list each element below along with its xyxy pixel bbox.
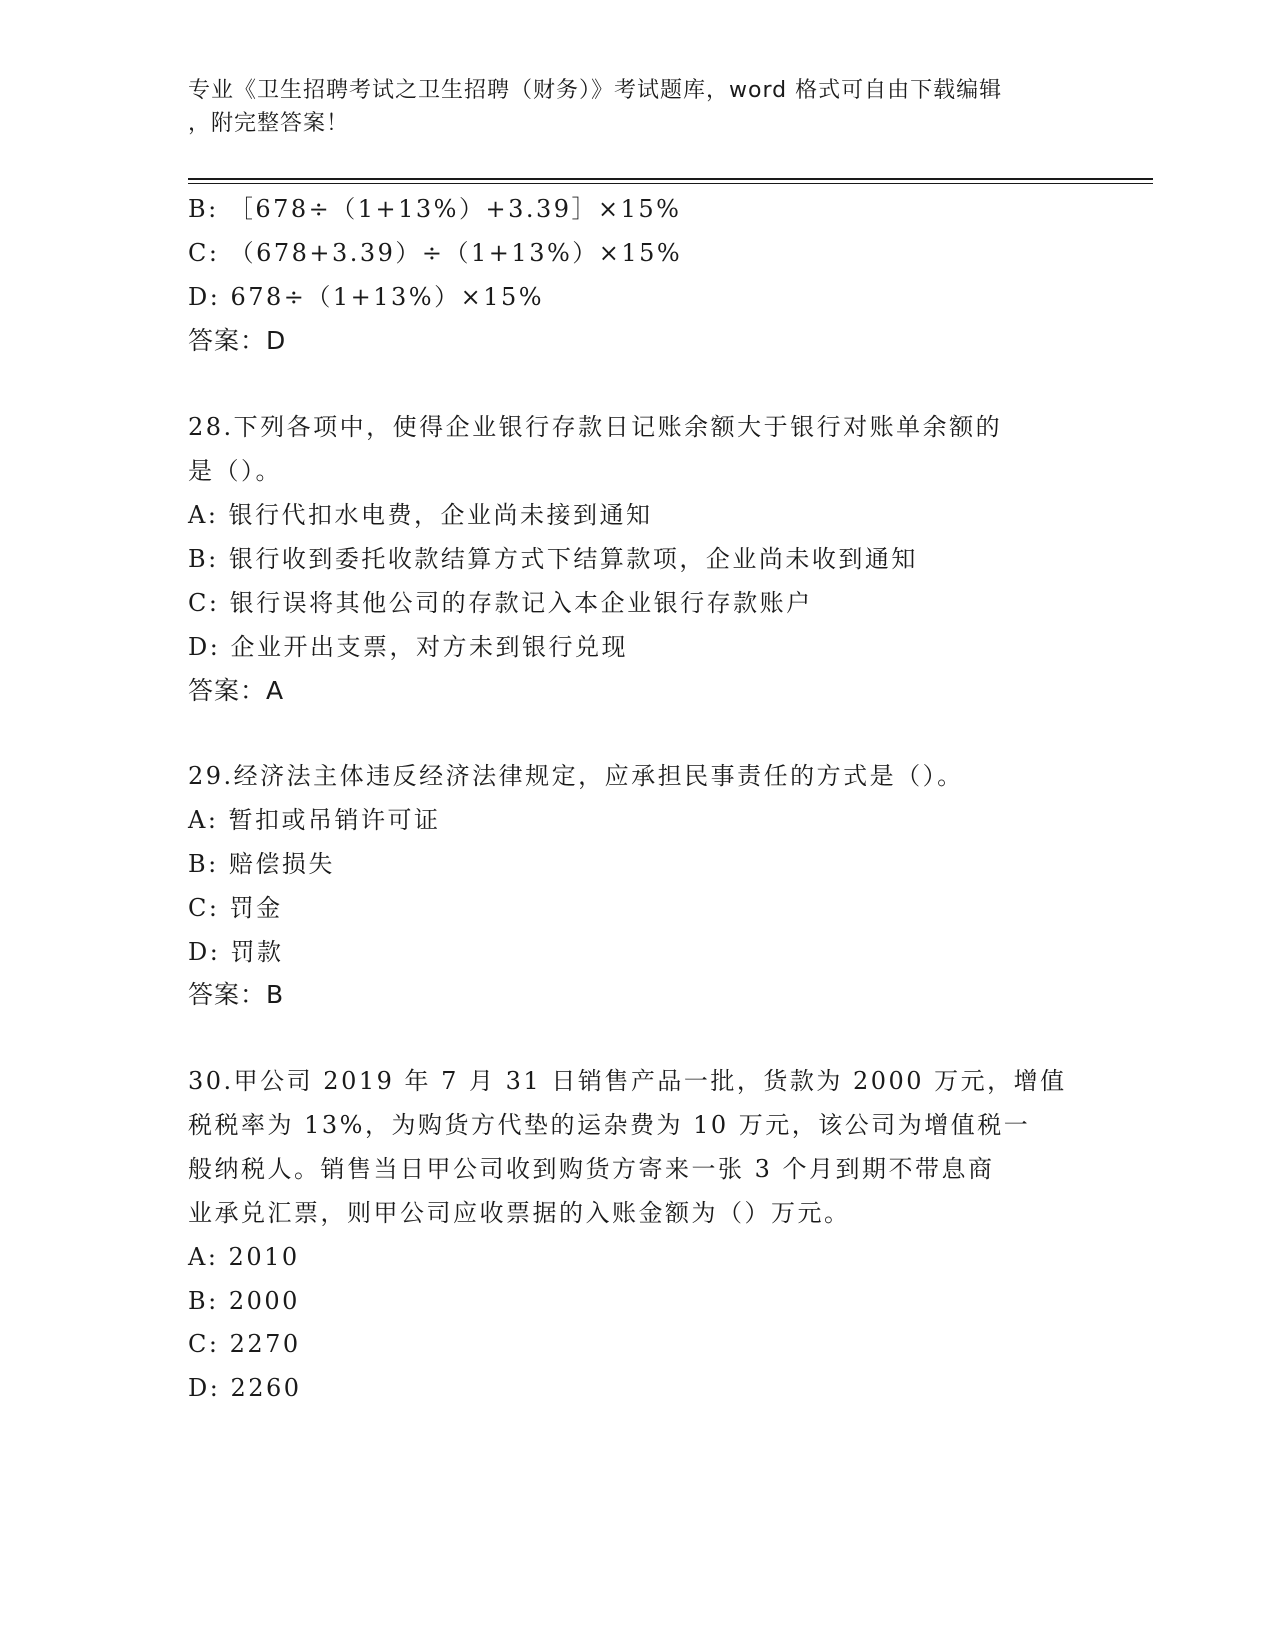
q30-option-d: D: 2260	[188, 1374, 302, 1402]
q29-option-a: A: 暂扣或吊销许可证	[188, 806, 441, 834]
q27-option-b: B: ［678÷（1+13%）+3.39］×15%	[188, 195, 682, 223]
header-rule-thin	[188, 183, 1153, 184]
q28-stem-line-2: 是（）。	[188, 457, 282, 485]
q30-option-b: B: 2000	[188, 1287, 300, 1315]
q30-stem-line-3: 般纳税人。销售当日甲公司收到购货方寄来一张 3 个月到期不带息商	[188, 1155, 995, 1183]
q30-stem-line-4: 业承兑汇票，则甲公司应收票据的入账金额为（）万元。	[188, 1199, 851, 1227]
q30-option-c: C: 2270	[188, 1330, 301, 1358]
q28-option-d: D: 企业开出支票，对方未到银行兑现	[188, 633, 628, 661]
q29-stem-line-1: 29.经济法主体违反经济法律规定，应承担民事责任的方式是（）。	[188, 762, 964, 790]
q29-option-c: C: 罚金	[188, 894, 283, 922]
q28-answer: 答案：A	[188, 676, 285, 705]
q29-answer: 答案：B	[188, 980, 285, 1009]
q28-option-b: B: 银行收到委托收款结算方式下结算款项，企业尚未收到通知	[188, 545, 918, 573]
q30-option-a: A: 2010	[188, 1243, 300, 1271]
q27-option-d: D: 678÷（1+13%）×15%	[188, 283, 545, 311]
header-line-1: 专业《卫生招聘考试之卫生招聘（财务）》考试题库，word 格式可自由下载编辑	[188, 78, 1003, 103]
q28-stem-line-1: 28.下列各项中，使得企业银行存款日记账余额大于银行对账单余额的	[188, 413, 1003, 441]
q30-stem-line-2: 税税率为 13%，为购货方代垫的运杂费为 10 万元，该公司为增值税一	[188, 1111, 1031, 1139]
header-rule-thick	[188, 178, 1153, 180]
q29-option-b: B: 赔偿损失	[188, 850, 335, 878]
document-header	[188, 74, 1068, 140]
q30-stem-line-1: 30.甲公司 2019 年 7 月 31 日销售产品一批，货款为 2000 万元，增值	[188, 1067, 1067, 1095]
q27-answer: 答案：D	[188, 326, 287, 355]
header-line-2: ，附完整答案！	[188, 111, 350, 136]
q28-option-c: C: 银行误将其他公司的存款记入本企业银行存款账户	[188, 589, 813, 617]
q29-option-d: D: 罚款	[188, 938, 284, 966]
q27-option-c: C: （678+3.39）÷（1+13%）×15%	[188, 239, 683, 267]
q28-option-a: A: 银行代扣水电费，企业尚未接到通知	[188, 501, 653, 529]
